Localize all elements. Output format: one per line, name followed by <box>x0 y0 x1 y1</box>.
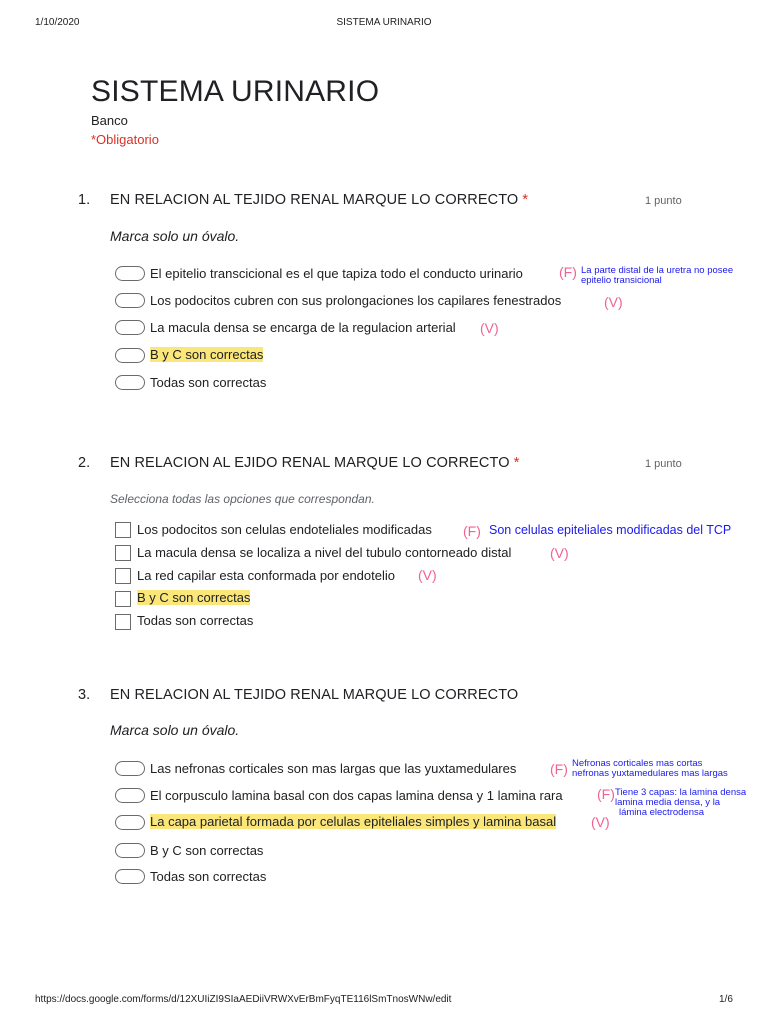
checkbox-option-1[interactable] <box>115 522 131 538</box>
print-url: https://docs.google.com/forms/d/12XUIiZI9SIaAEDiiVRWXvErBmFyqTE116lSmTnosWNw/edit <box>35 994 452 1005</box>
radio-option-4[interactable] <box>115 843 145 858</box>
answer-mark: (V) <box>480 320 499 336</box>
answer-mark: (V) <box>604 294 623 310</box>
option-label: Los podocitos cubren con sus prolongaciones los capilares fenestrados <box>150 293 562 308</box>
option-label: El epitelio transcicional es el que tapiza todo el conducto urinario <box>150 266 523 281</box>
question-number: 2. <box>78 455 91 471</box>
question-instruction: Marca solo un óvalo. <box>110 228 240 244</box>
option-label: Todas son correctas <box>150 375 267 390</box>
option-label: La macula densa se localiza a nivel del tubulo contorneado distal <box>137 545 512 560</box>
print-title: SISTEMA URINARIO <box>336 17 432 28</box>
option-label: Todas son correctas <box>150 869 267 884</box>
question-points: 1 punto <box>645 458 682 470</box>
question-text: EN RELACION AL TEJIDO RENAL MARQUE LO CORRECTO <box>110 192 519 208</box>
radio-option-1[interactable] <box>115 266 145 281</box>
note-line: Tiene 3 capas: la lamina densa <box>615 787 747 798</box>
note-line: lámina electrodensa <box>619 807 705 818</box>
annotation-note <box>581 266 733 286</box>
question-title <box>110 192 528 208</box>
checkbox-option-4[interactable] <box>115 591 131 607</box>
required-star: * <box>513 455 520 471</box>
radio-option-3[interactable] <box>115 320 145 335</box>
option-label: Todas son correctas <box>137 613 254 628</box>
required-note: *Obligatorio <box>91 132 159 147</box>
question-points: 1 punto <box>645 195 682 207</box>
radio-option-4[interactable] <box>115 348 145 363</box>
checkbox-option-3[interactable] <box>115 568 131 584</box>
answer-mark: (F) <box>550 761 568 777</box>
page-number: 1/6 <box>719 994 733 1005</box>
print-date: 1/10/2020 <box>35 17 80 28</box>
question-instruction: Selecciona todas las opciones que correspondan. <box>110 492 375 506</box>
required-star: * <box>522 192 529 208</box>
option-label: B y C son correctas <box>150 843 264 858</box>
radio-option-5[interactable] <box>115 869 145 884</box>
answer-mark: (F) <box>597 786 615 802</box>
question-number: 1. <box>78 192 91 208</box>
radio-option-5[interactable] <box>115 375 145 390</box>
option-label: La macula densa se encarga de la regulacion arterial <box>150 320 456 335</box>
answer-mark: (V) <box>418 567 437 583</box>
annotation-note <box>572 759 728 779</box>
note-line: lamina media densa, y la <box>615 797 721 808</box>
question-number: 3. <box>78 687 91 703</box>
annotation-note <box>615 788 746 818</box>
radio-option-3[interactable] <box>115 815 145 830</box>
option-label: Los podocitos son celulas endoteliales modificadas <box>137 522 432 537</box>
answer-mark: (V) <box>591 814 610 830</box>
question-instruction: Marca solo un óvalo. <box>110 722 240 738</box>
option-label: La red capilar esta conformada por endotelio <box>137 568 395 583</box>
checkbox-option-5[interactable] <box>115 614 131 630</box>
radio-option-2[interactable] <box>115 293 145 308</box>
radio-option-2[interactable] <box>115 788 145 803</box>
option-label-highlighted: La capa parietal formada por celulas epiteliales simples y lamina basal <box>150 814 557 829</box>
checkbox-option-2[interactable] <box>115 545 131 561</box>
question-text: EN RELACION AL TEJIDO RENAL MARQUE LO CORRECTO <box>110 687 519 703</box>
option-label-highlighted: B y C son correctas <box>137 590 251 605</box>
form-title: SISTEMA URINARIO <box>91 75 380 108</box>
note-line: La parte distal de la uretra no posee <box>581 265 734 276</box>
question-text: EN RELACION AL EJIDO RENAL MARQUE LO CORRECTO <box>110 455 510 471</box>
annotation-note: Son celulas epiteliales modificadas del TCP <box>489 523 732 537</box>
option-label-highlighted: B y C son correctas <box>150 347 264 362</box>
question-title <box>110 455 519 471</box>
answer-mark: (V) <box>550 545 569 561</box>
radio-option-1[interactable] <box>115 761 145 776</box>
note-line: epitelio transicional <box>581 275 662 286</box>
note-line: nefronas yuxtamedulares mas largas <box>572 768 728 779</box>
answer-mark: (F) <box>559 264 577 280</box>
option-label: El corpusculo lamina basal con dos capas lamina densa y 1 lamina rara <box>150 788 563 803</box>
answer-mark: (F) <box>463 523 481 539</box>
note-line: Nefronas corticales mas cortas <box>572 758 703 769</box>
form-description: Banco <box>91 113 128 128</box>
option-label: Las nefronas corticales son mas largas que las yuxtamedulares <box>150 761 517 776</box>
